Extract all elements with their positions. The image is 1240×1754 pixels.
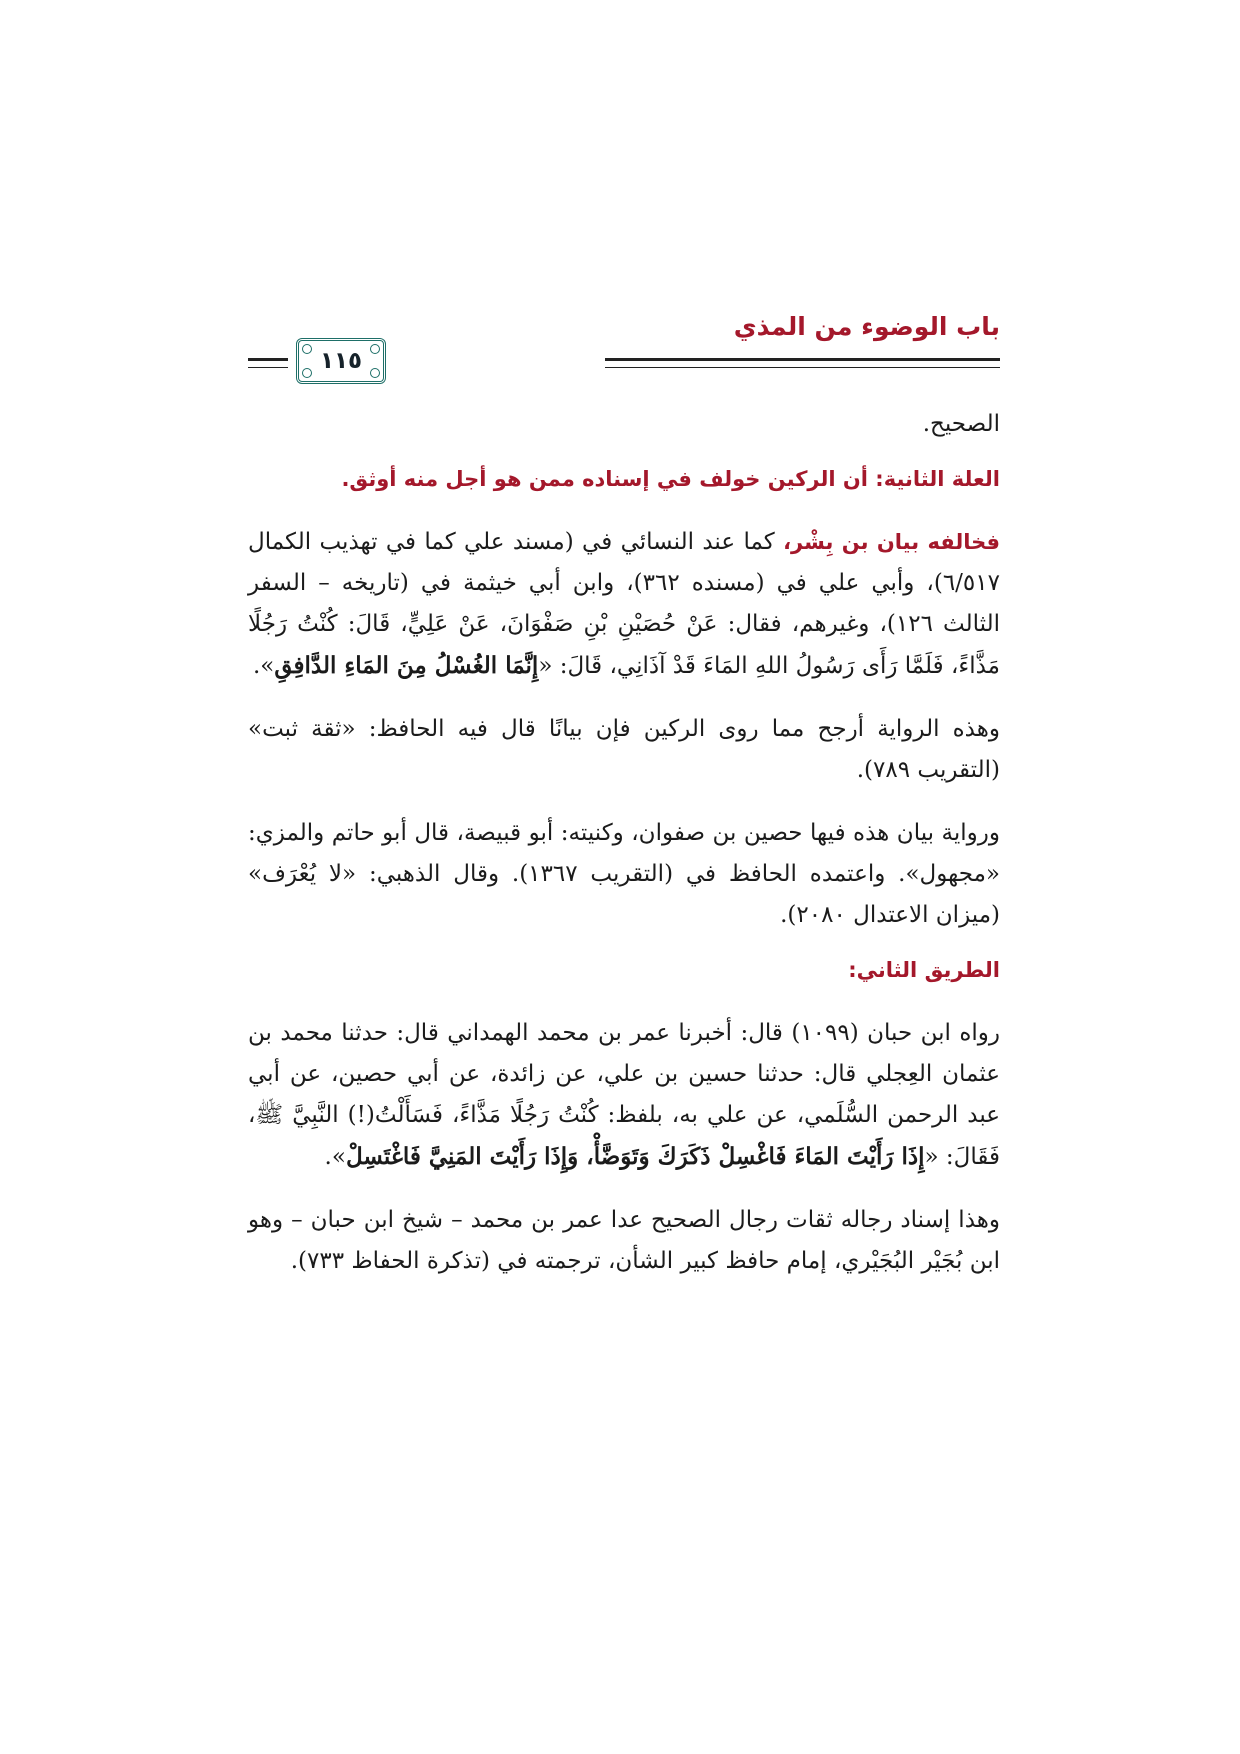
page-number-badge — [296, 338, 386, 384]
paragraph-isnad: وهذا إسناد رجاله ثقات رجال الصحيح عدا عمر بن محمد – شيخ ابن حبان – وهو ابن بُجَيْر البُجَيْري، إمام حافظ كبير الشأن، ترجمته في (تذكرة الحفاظ ٧٣٣). — [248, 1207, 1000, 1274]
paragraph-intro: الصحيح. — [922, 411, 1000, 437]
page-number: ١١٥ — [319, 348, 363, 374]
ornament-icon — [370, 344, 380, 354]
second-path-heading: الطريق الثاني: — [848, 958, 1000, 982]
paragraph-tarjih: وهذه الرواية أرجح مما روى الركين فإن بيانًا قال فيه الحافظ: «ثقة ثبت» (التقريب ٧٨٩). — [248, 716, 1000, 783]
header-rule-left — [248, 358, 288, 368]
chapter-title: باب الوضوء من المذي — [733, 312, 1000, 341]
bayan-lead: فخالفه بيان بن بِشْر، — [783, 530, 1000, 554]
header-rule — [605, 358, 1000, 368]
paragraph-text: ». — [252, 653, 275, 679]
paragraph-text: رواه ابن حبان (١٠٩٩) قال: أخبرنا عمر بن محمد الهمداني قال: حدثنا محمد بن عثمان العِجلي قال: حدثنا حسين بن علي، عن زائدة، عن أبي حصين، عن أبي عبد الرحمن السُّلَمي، عن علي به، بلفظ: كُنْتُ رَجُلًا مَذَّاءً، فَسَأَلْتُ(!) النَّبِيَّ ﷺ، فَقَالَ: « — [248, 1020, 1000, 1170]
paragraph-text: ». — [324, 1144, 346, 1170]
paragraph-bayan — [248, 522, 1000, 687]
paragraph-husayn: ورواية بيان هذه فيها حصين بن صفوان، وكنيته: أبو قبيصة، قال أبو حاتم والمزي: «مجهول». واعتمده الحافظ في (التقريب ١٣٦٧). وقال الذهبي: «لا يُعْرَف» (ميزان الاعتدال ٢٠٨٠). — [248, 820, 1000, 928]
paragraph-ibn-hibban — [248, 1013, 1000, 1178]
hadith-text: إِنَّمَا الغُسْلُ مِنَ المَاءِ الدَّافِقِ — [274, 652, 539, 679]
ornament-icon — [302, 344, 312, 354]
page-body — [248, 404, 1000, 1282]
ornament-icon — [370, 368, 380, 378]
illa-heading: العلة الثانية: أن الركين خولف في إسناده ممن هو أجل منه أوثق. — [341, 467, 1000, 491]
ornament-icon — [302, 368, 312, 378]
hadith-text: إِذَا رَأَيْتَ المَاءَ فَاغْسِلْ ذَكَرَكَ وَتَوَضَّأْ، وَإِذَا رَأَيْتَ المَنِيَّ فَاغْتَسِلْ — [345, 1143, 925, 1170]
page-header — [248, 312, 1000, 384]
paragraph-text: كما عند النسائي في (مسند علي كما في تهذيب الكمال ٦/٥١٧)، وأبي علي في (مسنده ٣٦٢)، وابن أبي خيثمة في (تاريخه – السفر الثالث ١٢٦)، وغيرهم، فقال: عَنْ حُصَيْنِ بْنِ صَفْوَانَ، عَنْ عَلِيٍّ، قَالَ: كُنْتُ رَجُلًا مَذَّاءً، فَلَمَّا رَأَى رَسُولُ اللهِ المَاءَ قَدْ آذَانِي، قَالَ: « — [248, 529, 1000, 679]
